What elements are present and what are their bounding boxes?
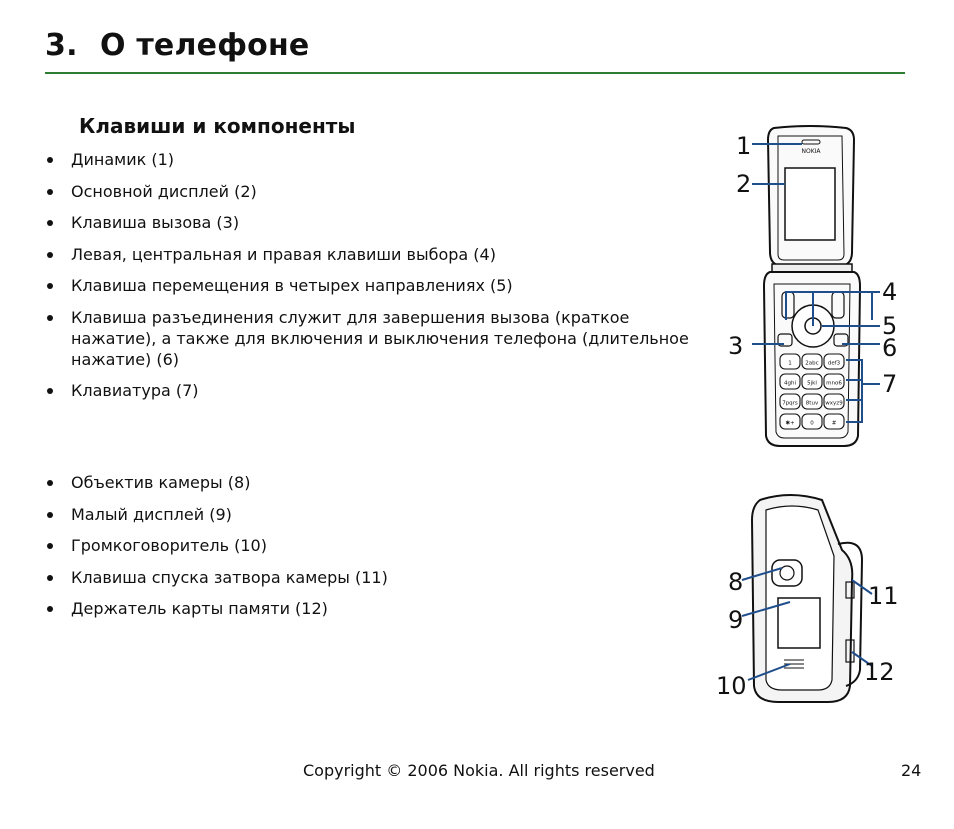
list-item: Левая, центральная и правая клавиши выбора (4): [45, 244, 695, 265]
brand-logo: NOKIA: [801, 148, 821, 155]
closed-phone-components-list: [45, 472, 695, 630]
list-item: Клавиша вызова (3): [45, 212, 695, 233]
keypad-key-label: mno6: [826, 380, 842, 387]
list-item: Объектив камеры (8): [45, 472, 695, 493]
keypad-key-label: 5jkl: [807, 380, 817, 387]
open-phone-svg: [722, 122, 902, 452]
callout-label: 5: [882, 312, 898, 340]
keypad-key-label: 8tuv: [805, 400, 819, 407]
keypad-key-label: wxyz9: [825, 400, 843, 407]
callout-label: 4: [882, 278, 898, 306]
list-item: Динамик (1): [45, 149, 695, 170]
chapter-title: [45, 28, 309, 63]
callout-label: 8: [728, 568, 744, 596]
keypad-key-label: #: [831, 420, 837, 427]
chapter-title-text: О телефоне: [100, 28, 310, 63]
list-item: Громкоговоритель (10): [45, 535, 695, 556]
open-phone-illustration: [722, 122, 902, 452]
callout-label: 2: [736, 170, 752, 198]
list-item: Клавиша спуска затвора камеры (11): [45, 567, 695, 588]
callout-label: 9: [728, 606, 744, 634]
footer-copyright: Copyright © 2006 Nokia. All rights reserved: [303, 761, 655, 780]
closed-phone-illustration: [712, 490, 912, 710]
list-item: Малый дисплей (9): [45, 504, 695, 525]
page-number: 24: [901, 761, 922, 780]
keypad-key-label: ✱+: [785, 420, 795, 427]
list-item: Клавиатура (7): [45, 380, 695, 401]
open-phone-components-list: [45, 149, 695, 412]
keypad-key-label: def3: [827, 360, 841, 367]
chapter-divider: [45, 72, 905, 74]
list-item: Держатель карты памяти (12): [45, 598, 695, 619]
chapter-number: 3.: [45, 28, 78, 63]
main-display: [785, 168, 835, 240]
section-title: Клавиши и компоненты: [79, 114, 356, 138]
keypad-key-label: 4ghi: [783, 380, 797, 387]
list-item: Клавиша разъединения служит для завершения вызова (краткое нажатие), а также для включения и выключения телефона (длительное нажатие) (6): [45, 307, 695, 370]
callout-label: 6: [882, 334, 898, 362]
keypad-key-label: 2abc: [805, 360, 819, 367]
callout-label: 11: [868, 582, 899, 610]
callout-label: 10: [716, 672, 747, 700]
keypad-key-label: 0: [810, 420, 814, 427]
callout-label: 7: [882, 370, 898, 398]
closed-phone-svg: [712, 490, 912, 710]
keypad-key-label: 7pqrs: [782, 400, 798, 407]
callout-label: 12: [864, 658, 895, 686]
list-item: Клавиша перемещения в четырех направлениях (5): [45, 275, 695, 296]
keypad-key-label: 1: [788, 360, 792, 367]
callout-label: 3: [728, 332, 744, 360]
list-item: Основной дисплей (2): [45, 181, 695, 202]
callout-label: 1: [736, 132, 752, 160]
